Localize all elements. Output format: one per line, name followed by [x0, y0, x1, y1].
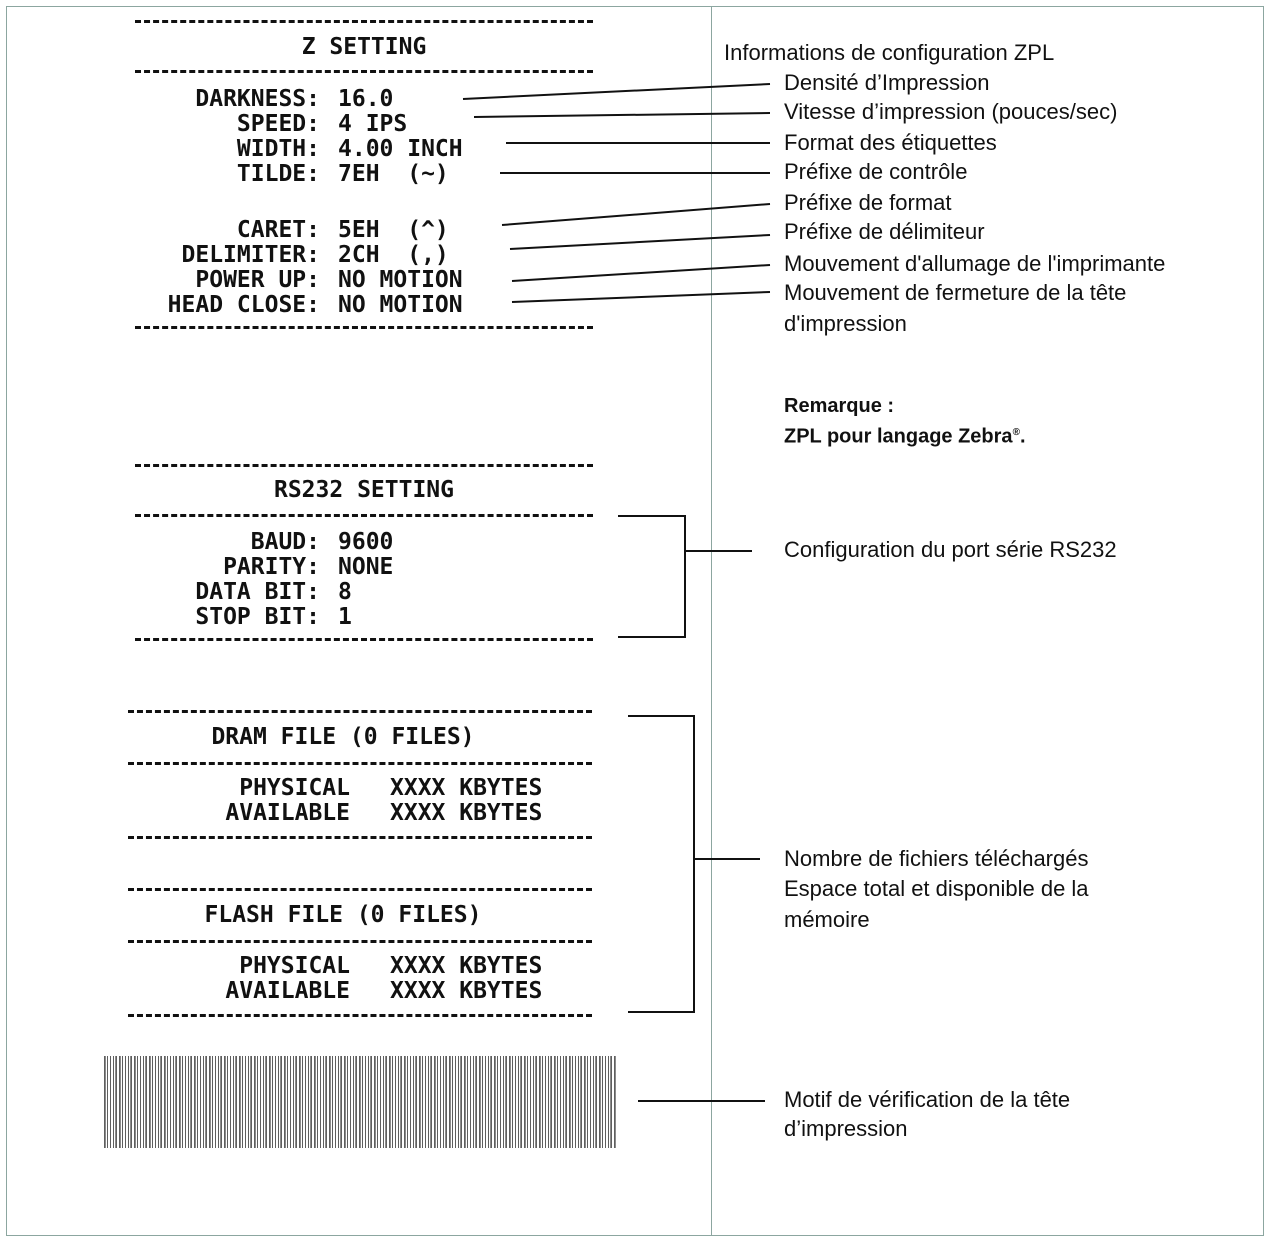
data-bit-value: 8: [338, 579, 352, 605]
stop-bit-label: STOP BIT:: [195, 604, 320, 630]
leader-delimiter: [510, 235, 770, 249]
annotation-pattern-2: d’impression: [784, 1116, 908, 1141]
caret-label: CARET:: [236, 217, 320, 243]
dram-file-header: DRAM FILE (0 FILES): [211, 724, 475, 750]
speed-value: 4 IPS: [338, 111, 408, 137]
leader-speed: [474, 113, 770, 117]
note-text-end: .: [1019, 425, 1026, 448]
note-label: Remarque :: [784, 395, 895, 417]
registered-mark: ®: [1012, 427, 1020, 438]
flash-available-value: XXXX KBYTES: [390, 978, 543, 1004]
tilde-label: TILDE:: [236, 161, 320, 187]
leader-darkness: [463, 84, 770, 99]
width-label: WIDTH:: [236, 136, 320, 162]
leader-power-up: [512, 265, 770, 281]
annotation-zpl-title: Informations de configuration ZPL: [724, 40, 1055, 65]
dram-physical-value: XXXX KBYTES: [390, 775, 543, 801]
dram-available-value: XXXX KBYTES: [390, 800, 543, 826]
annotation-caret: Préfixe de format: [784, 190, 952, 215]
caret-value: 5EH (^): [338, 217, 449, 243]
width-value: 4.00 INCH: [338, 136, 463, 162]
annotation-pattern-1: Motif de vérification de la tête: [784, 1087, 1071, 1112]
data-bit-label: DATA BIT:: [195, 579, 320, 605]
tilde-value: 7EH (~): [338, 161, 449, 187]
baud-value: 9600: [338, 529, 394, 555]
flash-available-label: AVAILABLE: [225, 978, 350, 1004]
annotation-darkness: Densité d’Impression: [784, 70, 990, 95]
z-setting-header: Z SETTING: [301, 34, 427, 60]
baud-label: BAUD:: [250, 529, 320, 555]
annotation-head-close-2: d'impression: [784, 311, 907, 336]
darkness-label: DARKNESS:: [195, 86, 320, 112]
flash-physical-value: XXXX KBYTES: [390, 953, 543, 979]
flash-physical-label: PHYSICAL: [239, 953, 350, 979]
speed-label: SPEED:: [236, 111, 320, 137]
leader-caret: [502, 204, 770, 225]
delimiter-value: 2CH (,): [338, 242, 449, 268]
parity-label: PARITY:: [223, 554, 320, 580]
bracket-rs232: [618, 516, 685, 637]
bracket-files: [628, 716, 694, 1012]
annotation-width: Format des étiquettes: [784, 130, 997, 155]
annotation-tilde: Préfixe de contrôle: [784, 159, 968, 184]
delimiter-label: DELIMITER:: [181, 242, 320, 268]
note-text: [784, 420, 1026, 450]
annotation-files-3: mémoire: [784, 907, 870, 932]
stop-bit-value: 1: [338, 604, 352, 630]
annotation-delimiter: Préfixe de délimiteur: [784, 219, 985, 244]
annotation-files-1: Nombre de fichiers téléchargés: [784, 846, 1089, 871]
head-close-label: HEAD CLOSE:: [167, 292, 320, 318]
annotation-head-close-1: Mouvement de fermeture de la tête: [784, 280, 1127, 305]
dram-physical-label: PHYSICAL: [239, 775, 350, 801]
power-up-value: NO MOTION: [338, 267, 463, 293]
annotation-rs232: Configuration du port série RS232: [784, 537, 1117, 562]
power-up-label: POWER UP:: [195, 267, 320, 293]
leader-head-close: [512, 292, 770, 302]
darkness-value: 16.0: [338, 86, 394, 112]
annotation-files-2: Espace total et disponible de la: [784, 876, 1089, 901]
dram-available-label: AVAILABLE: [225, 800, 350, 826]
flash-file-header: FLASH FILE (0 FILES): [204, 902, 482, 928]
rs232-setting-header: RS232 SETTING: [273, 477, 454, 503]
note-text-main: ZPL pour langage Zebra: [784, 425, 1013, 448]
parity-value: NONE: [338, 554, 394, 580]
head-close-value: NO MOTION: [338, 292, 463, 318]
annotation-power-up: Mouvement d'allumage de l'imprimante: [784, 251, 1166, 276]
annotation-speed: Vitesse d’impression (pouces/sec): [784, 99, 1118, 124]
